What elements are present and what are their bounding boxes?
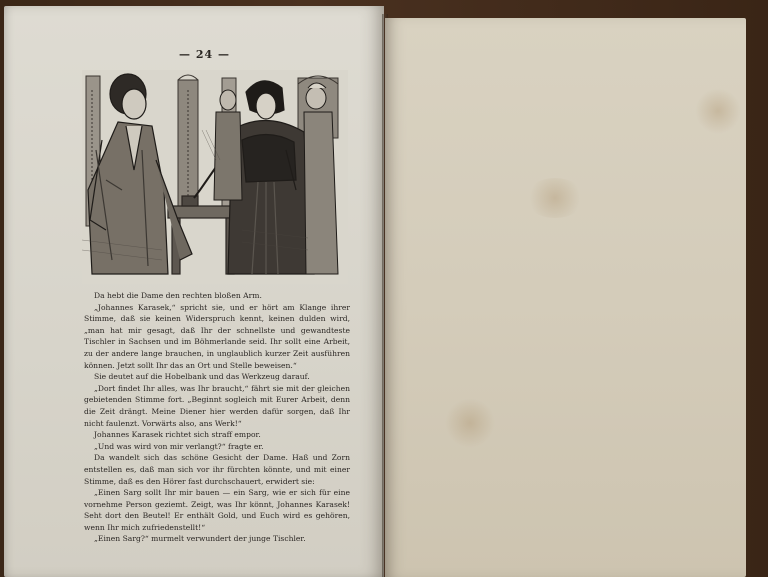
paragraph: „Dort findet Ihr alles, was Ihr braucht,“ fährt sie mit der gleichen gebietenden Stimme fort. „Beginnt sogleich mit Eurer Arbeit, denn die Zeit drängt. Meine Diener hier werden dafür sorgen, daß Ihr nicht faulenzt. Vorwärts also, ans Werk!“ <box>84 383 350 428</box>
paragraph: Sie deutet auf die Hobelbank und das Werkzeug darauf. <box>94 372 310 382</box>
right-page-blank <box>385 18 746 577</box>
paragraph: „Einen Sarg sollt Ihr mir bauen — ein Sarg, wie er sich für eine vornehme Person geziemt. Zeigt, was Ihr könnt, Johannes Karasek! Seht dort den Beutel! Er enthält Gold, und Euch wird es gehören, wenn Ihr mich zufriedenstellt!“ <box>84 488 350 532</box>
paragraph: Da wandelt sich das schöne Gesicht der Dame. Haß und Zorn entstellen es, daß man sich vor ihr fürchten könnte, und mit einer Stimme, daß es den Hörer fast durchschauert, erwidert sie: <box>84 453 350 486</box>
story-text <box>84 290 350 545</box>
illustration <box>82 70 348 284</box>
paper-stain <box>445 398 495 448</box>
paper-stain <box>525 178 585 218</box>
paragraph: „Einen Sarg?“ murmelt verwundert der junge Tischler. <box>94 534 306 544</box>
paragraph: Da hebt die Dame den rechten bloßen Arm. <box>94 291 262 300</box>
left-page <box>4 6 384 577</box>
open-booklet <box>4 6 746 577</box>
paragraph: „Und was wird von mir verlangt?“ fragte er. <box>94 441 264 451</box>
page-number: — 24 — <box>179 48 230 61</box>
paper-stain <box>695 88 741 134</box>
paragraph: Johannes Karasek richtet sich straff empor. <box>94 430 261 440</box>
paragraph: „Johannes Karasek,“ spricht sie, und er hört am Klange ihrer Stimme, daß sie keinen Widerspruch kennt, keinen dulden wird, „man hat mir gesagt, daß Ihr der schnellste und gewandteste Tischler in Sachsen und im Böhmerlande seid. Ihr sollt eine Arbeit, zu der andere lange brauchen, in unglaublich kurzer Zeit ausführen können. Jetzt sollt Ihr das an Ort und Stelle beweisen.“ <box>84 302 350 370</box>
